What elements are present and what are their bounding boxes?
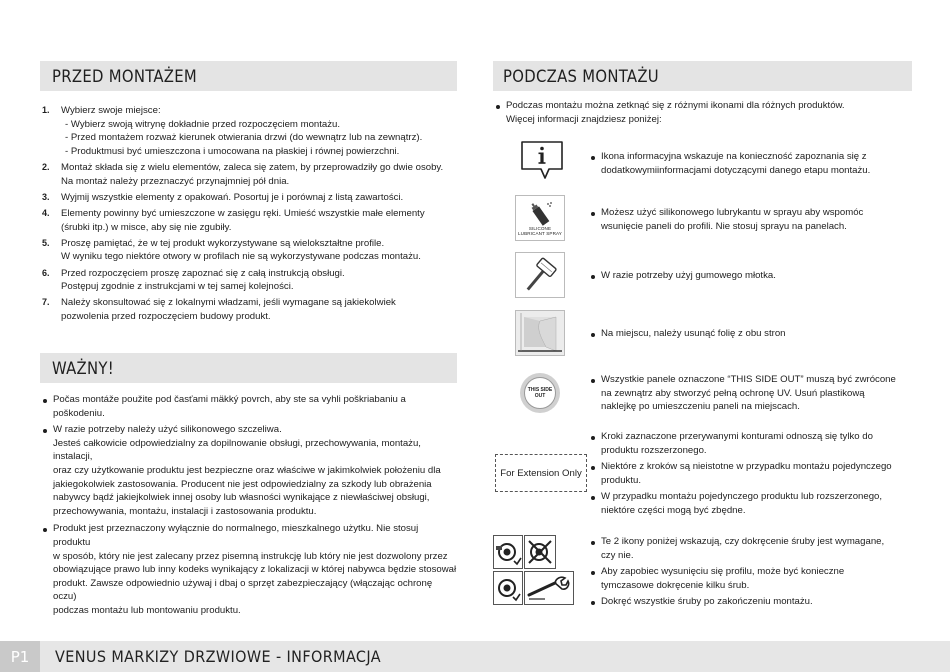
- spray-label: SILICONE: [528, 225, 552, 231]
- extension-desc: Kroki zaznaczone przerywanymi konturami odnoszą się tylko do produktu rozszerzonego.: [588, 430, 908, 457]
- this-side-out-icon: [515, 368, 565, 418]
- screw-no-tighten-icon: [524, 535, 556, 569]
- spray-icon-desc: Możesz użyć silikonowego lubrykantu w sprayu aby wspomóc wsunięcie paneli do profili. Nie stosuj sprayu na panelach.: [588, 206, 908, 233]
- step-item: 2. Montaż składa się z wielu elementów, zaleca się zatem, by przeprowadziły go dwie osoby. Na montaż należy przeznaczyć przynajmniej pół dnia.: [42, 161, 444, 187]
- before-assembly-title: PRZED MONTAŻEM: [40, 61, 457, 91]
- step-number: 4.: [42, 207, 50, 218]
- this-side-label: THIS SIDE: [527, 387, 553, 393]
- important-item: W razie potrzeby należy użyć silikonowego szczeliwa. Jesteś całkowicie odpowiedzialny za dopilnowanie obsługi, przechowywania, montażu, instalacji, oraz czy użytkowanie produktu jest bezpieczne oraz właściwe w jakimkolwiek położeniu dla jakiegokolwiek zastosowania. Producent nie jest odpowiedzialny za szkody lub obrażenia nabywcy bądź jakiejkolwiek innej osoby lub własności wynikające z niewłaściwej obsługi, przechowywania, montażu, instalacji i zastosowania produktu.: [40, 423, 457, 518]
- info-icon-desc: Ikona informacyjna wskazuje na konieczność zapoznania się z dodatkowymiinformacjami dotyczącymi danego etapu montażu.: [588, 150, 908, 177]
- extension-desc: Niektóre z kroków są nieistotne w przypadku montażu pojedynczego produktu.: [588, 460, 908, 487]
- hammer-icon-desc: W razie potrzeby użyj gumowego młotka.: [588, 269, 908, 283]
- info-icon: [519, 139, 565, 181]
- before-assembly-steps: [40, 104, 457, 323]
- page-footer: [0, 641, 950, 672]
- extension-row: [493, 430, 912, 520]
- hammer-row: [493, 252, 912, 302]
- wrench-icon: [524, 571, 574, 605]
- silicone-spray-icon: [515, 195, 565, 241]
- step-item: 6. Przed rozpoczęciem proszę zapoznać się z całą instrukcją obsługi. Postępuj zgodnie z instrukcjami w tej samej kolejności.: [42, 267, 345, 293]
- important-title: WAŻNY!: [40, 353, 457, 383]
- important-item: Počas montáže použite pod časťami mäkký povrch, aby ste sa vyhli poškriabaniu a poškodeniu.: [40, 393, 457, 420]
- extension-desc: W przypadku montażu pojedynczego produktu lub rozszerzonego, niektóre części mogą być zbędne.: [588, 490, 908, 517]
- screw-row: [493, 535, 912, 615]
- important-item: Produkt jest przeznaczony wyłącznie do normalnego, mieszkalnego użytku. Nie stosuj produktu w sposób, który nie jest zalecany przez pisemną instrukcję lub który nie jest dozwolony przez obowiązujące prawo lub inny kodeks wynikający z lokalizacji w której nabywca będzie stosował produkt. Zawsze odpowiednio używaj i dbaj o sprzęt zabezpieczający (włączając ochronę oczu) podczas montażu lub montowaniu produktu.: [40, 522, 457, 617]
- step-number: 6.: [42, 267, 50, 278]
- step-item: 7. Należy skonsultować się z lokalnymi władzami, jeśli wymagane są jakiekolwiek pozwolenia przed rozpoczęciem budowy produkt.: [42, 297, 396, 322]
- this-side-out-row: [493, 368, 912, 422]
- this-side-out-desc: Wszystkie panele oznaczone “THIS SIDE OUT” muszą być zwrócone na zewnątrz aby stworzyć pełną ochronę UV. Usuń plastikową naklejkę po umieszczeniu paneli na miejscach.: [588, 373, 908, 414]
- screw-temporary-icon: [493, 571, 523, 605]
- step-number: 2.: [42, 161, 50, 172]
- intro-item: Podczas montażu można zetknąć się z różnymi ikonami dla różnych produktów. Więcej informacji znajdziesz poniżej:: [493, 99, 912, 126]
- step-item: 4. Elementy powinny być umieszczone w zasięgu ręki. Umieść wszystkie małe elementy (śrubki itp.) w misce, aby się nie zgubiły.: [42, 207, 425, 233]
- film-icon-desc: Na miejscu, należy usunąć folię z obu stron: [588, 327, 908, 341]
- before-assembly-section: [40, 61, 457, 326]
- screw-desc: Te 2 ikony poniżej wskazują, czy dokręcenie śruby jest wymagane, czy nie.: [588, 535, 908, 562]
- rubber-mallet-icon: [515, 252, 565, 298]
- step-number: 5.: [42, 237, 50, 248]
- step-item: 5. Proszę pamiętać, że w tej produkt wykorzystywane są wielokształtne profile. W wyniku tego niektóre otwory w profilach nie są wykorzystywane podczas montażu.: [42, 237, 421, 263]
- screw-tighten-icon: [493, 535, 523, 569]
- film-row: [493, 310, 912, 360]
- screw-desc: Dokręć wszystkie śruby po zakończeniu montażu.: [588, 595, 908, 609]
- step-number: 3.: [42, 191, 50, 202]
- protective-film-icon: [515, 310, 565, 356]
- step-item: 1. Wybierz swoje miejsce: - Wybierz swoją witrynę dokładnie przed rozpoczęciem montażu. - Przed montażem rozważ kierunek otwierania drzwi (do wewnątrz lub na zewnątrz). - Produktmusi być umieszczona i umocowana na płaskiej i równej powierzchni.: [42, 105, 423, 157]
- during-assembly-title: PODCZAS MONTAŻU: [493, 61, 912, 91]
- step-number: 1.: [42, 105, 50, 115]
- during-assembly-section: [493, 61, 912, 91]
- spray-row: [493, 195, 912, 245]
- step-number: 7.: [42, 297, 50, 308]
- during-assembly-intro: [493, 99, 912, 129]
- step-item: 3. Wyjmij wszystkie elementy z opakowań. Posortuj je i porównaj z listą zawartości.: [42, 191, 404, 203]
- important-list: [40, 393, 457, 621]
- extension-label: For Extension Only: [500, 467, 582, 479]
- this-side-label: OUT: [534, 393, 546, 399]
- info-row: [493, 139, 912, 189]
- page-number: P1: [0, 641, 40, 672]
- screw-desc: Aby zapobiec wysunięciu się profilu, może być konieczne tymczasowe dokręcenie kilku śrub.: [588, 565, 908, 592]
- spray-label: LUBRICANT SPRAY: [518, 231, 562, 236]
- extension-only-box: [495, 454, 587, 492]
- footer-title: VENUS MARKIZY DRZWIOWE - INFORMACJA: [55, 647, 381, 666]
